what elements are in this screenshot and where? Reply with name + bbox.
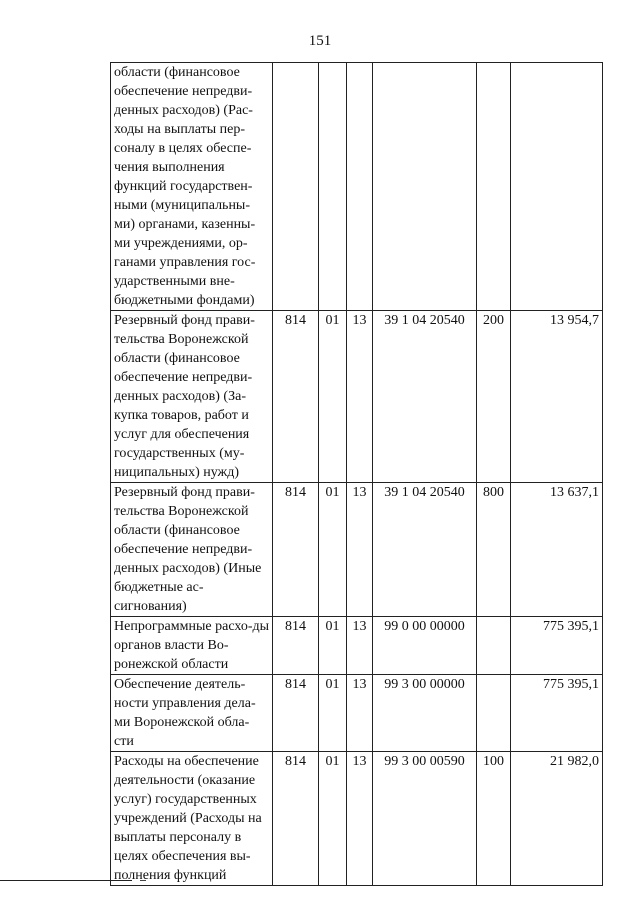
subsection-code: 13 <box>347 617 373 675</box>
amount: 13 637,1 <box>511 483 603 617</box>
section-code: 01 <box>319 675 347 752</box>
table-row <box>111 311 603 483</box>
amount <box>511 63 603 311</box>
row-description: области (финансовое обеспечение непредви-денных расходов) (Рас-ходы на выплаты пер-соналу в целях обеспе-чения выполнения функций государствен-ными (муниципальны-ми) органами, казенны-ми учреждениями, ор-ганами управления гос-ударственными вне-бюджетными фондами) <box>111 63 273 311</box>
row-description: Расходы на обеспечение деятельности (оказание услуг) государственных учреждений (Расходы на выплаты персоналу в целях обеспечения вы-полнения функций <box>111 752 273 886</box>
ministry-code: 814 <box>273 675 319 752</box>
subsection-code <box>347 63 373 311</box>
amount: 21 982,0 <box>511 752 603 886</box>
footnote-separator <box>0 880 132 881</box>
footnote-mark <box>140 880 146 881</box>
table-row <box>111 483 603 617</box>
amount: 13 954,7 <box>511 311 603 483</box>
row-description: Резервный фонд прави-тельства Воронежской области (финансовое обеспечение непредви-денных расходов) (За-купка товаров, работ и услуг для обеспечения государственных (му-ниципальных) нужд) <box>111 311 273 483</box>
table-row <box>111 675 603 752</box>
subsection-code: 13 <box>347 752 373 886</box>
target-article-code: 39 1 04 20540 <box>373 483 477 617</box>
section-code: 01 <box>319 311 347 483</box>
expense-type-code: 800 <box>477 483 511 617</box>
ministry-code: 814 <box>273 617 319 675</box>
target-article-code: 99 3 00 00590 <box>373 752 477 886</box>
ministry-code: 814 <box>273 483 319 617</box>
amount: 775 395,1 <box>511 675 603 752</box>
section-code: 01 <box>319 617 347 675</box>
ministry-code: 814 <box>273 311 319 483</box>
target-article-code: 99 0 00 00000 <box>373 617 477 675</box>
page-number: 151 <box>308 33 332 49</box>
amount: 775 395,1 <box>511 617 603 675</box>
expense-type-code <box>477 617 511 675</box>
row-description: Обеспечение деятель-ности управления дела-ми Воронежской обла-сти <box>111 675 273 752</box>
subsection-code: 13 <box>347 483 373 617</box>
expense-type-code <box>477 63 511 311</box>
target-article-code: 99 3 00 00000 <box>373 675 477 752</box>
target-article-code: 39 1 04 20540 <box>373 311 477 483</box>
section-code <box>319 63 347 311</box>
row-description: Непрограммные расхо-ды органов власти Во-ронежской области <box>111 617 273 675</box>
ministry-code <box>273 63 319 311</box>
target-article-code <box>373 63 477 311</box>
section-code: 01 <box>319 752 347 886</box>
table-row <box>111 617 603 675</box>
expense-type-code <box>477 675 511 752</box>
expense-type-code: 100 <box>477 752 511 886</box>
expense-type-code: 200 <box>477 311 511 483</box>
table-row <box>111 752 603 886</box>
budget-table <box>110 62 603 886</box>
row-description: Резервный фонд прави-тельства Воронежской области (финансовое обеспечение непредви-денных расходов) (Иные бюджетные ас-сигнования) <box>111 483 273 617</box>
subsection-code: 13 <box>347 311 373 483</box>
table-row <box>111 63 603 311</box>
ministry-code: 814 <box>273 752 319 886</box>
section-code: 01 <box>319 483 347 617</box>
subsection-code: 13 <box>347 675 373 752</box>
